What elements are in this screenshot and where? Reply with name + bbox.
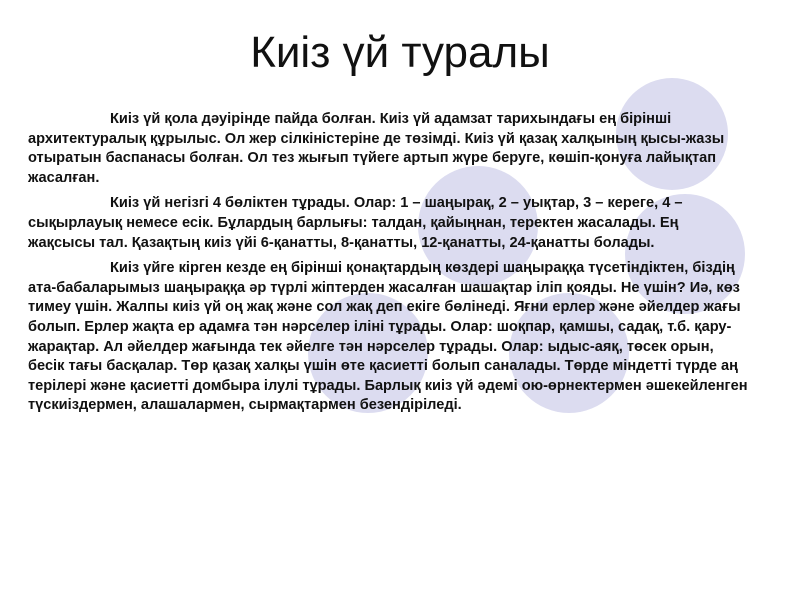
paragraph-interior: Киіз үйге кірген кезде ең бірінші қонақтардың көздері шаңыраққа түсетіндіктен, біздің ата-бабаларымыз шаңыраққа әр түрлі жіптерден жасалған шашақтар іліп қояды. Не үшін? Иә, көз тимеу үшін. Жалпы киіз үй оң жақ және сол жақ деп екіге бөлінеді. Яғни ерлер және әйелдер жағы болып. Ерлер жақта ер адамға тән нәрселер іліні тұрады. Олар: шоқпар, қамшы, садақ, т.б. қару-жарақтар. Ал әйелдер жағында тек әйелге тән нәрселер тұрады. Олар: ыдыс-аяқ, төсек орын, бесік тағы басқалар. Төр қазақ халқы үшін өте қасиетті болып саналады. Төрде міндетті түрде аң терілері және қасиетті домбыра ілулі тұрады. Барлық киіз үй әдемі ою-өрнектермен әшекейленген түскиіздермен, алашалармен, сырмақтармен безендіріледі. — [28, 260, 748, 414]
slide-body — [28, 110, 748, 422]
paragraph-history: Киіз үй қола дәуірінде пайда болған. Киіз үй адамзат тарихындағы ең бірінші архитектуралық құрылыс. Ол жер сілкіністеріне де төзімді. Киіз үй қазақ халқының қысы-жазы отыратын баспанасы болған. Ол тез жығып түйеге артып жүре беруге, көшіп-қонуға лайықтап жасалған. — [28, 111, 725, 186]
slide-title: Киіз үй туралы — [250, 28, 550, 77]
paragraph-parts: Киіз үй негізгі 4 бөліктен тұрады. Олар: 1 – шаңырақ, 2 – уықтар, 3 – кереге, 4 – сықырлауық немесе есік. Бұлардың барлығы: талдан, қайыңнан, теректен жасалады. Ең жақсысы тал. Қазақтың киіз үйі 6-қанатты, 8-қанатты, 12-қанатты, 24-қанатты болады. — [28, 195, 683, 251]
